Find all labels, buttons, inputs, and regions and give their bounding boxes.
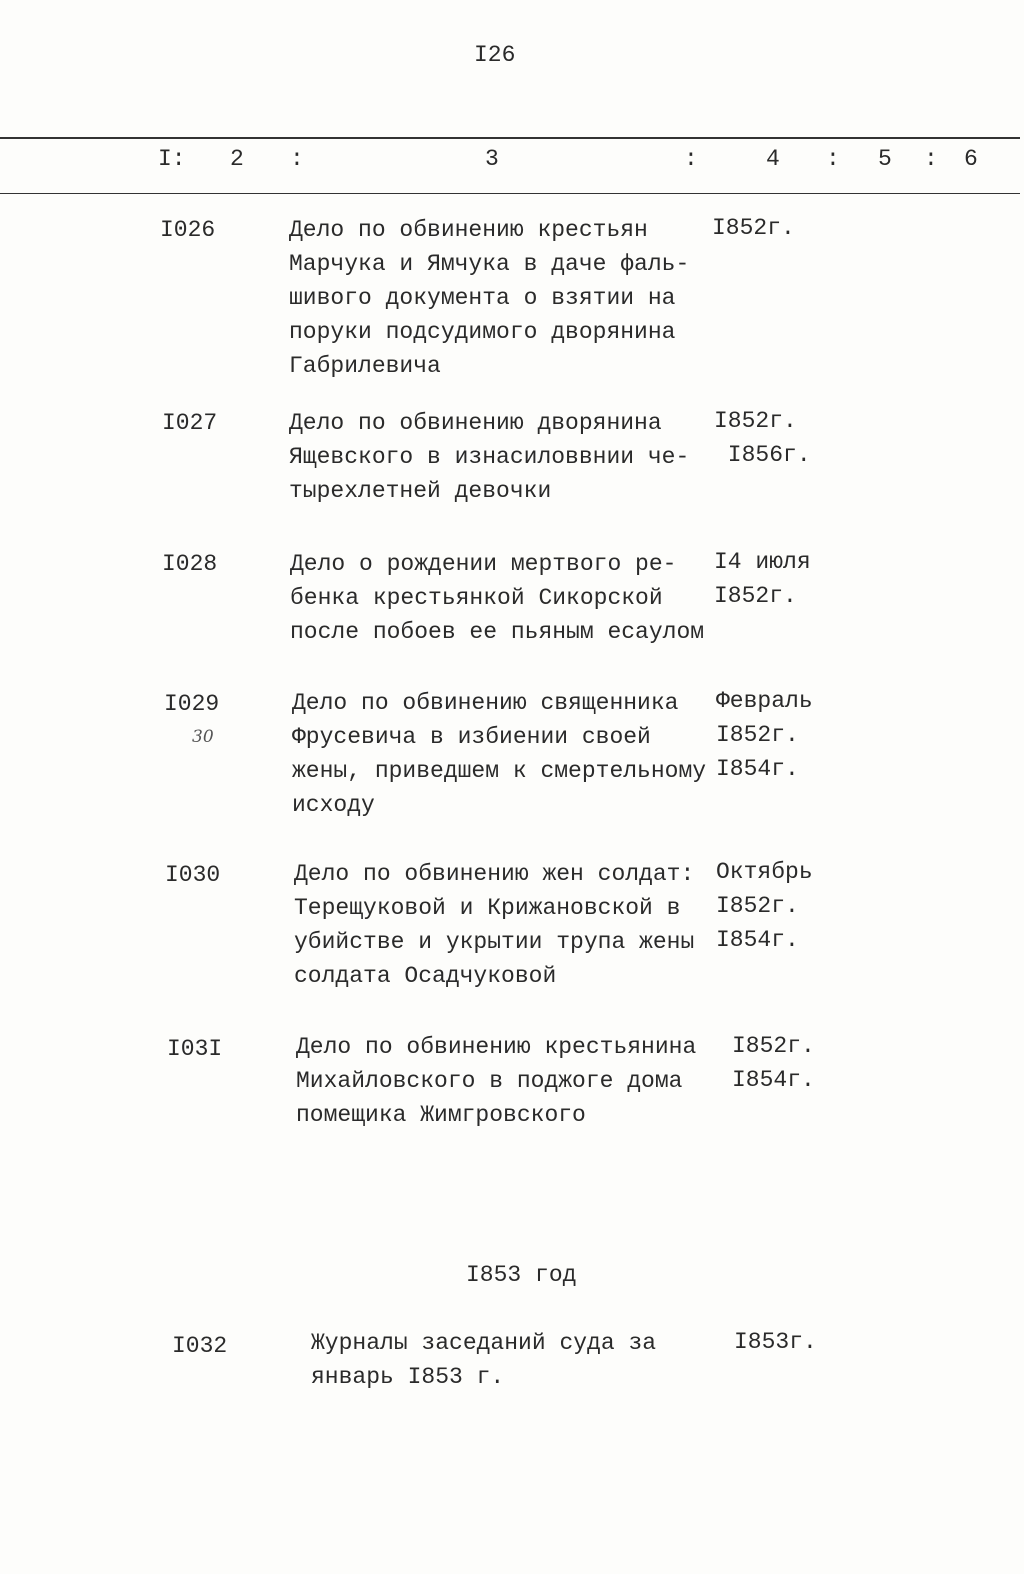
- description-line: помещика Жимгровского: [296, 1102, 586, 1128]
- description-line: Дело о рождении мертвого ре-: [290, 551, 677, 577]
- case-description: [311, 1326, 656, 1394]
- handwritten-note: 30: [192, 727, 214, 747]
- description-line: Фрусевича в избиении своей: [292, 724, 651, 750]
- date-line: Октябрь: [716, 859, 813, 885]
- description-line: тырехлетней девочки: [289, 478, 552, 504]
- date-line: I852г.: [732, 1033, 815, 1059]
- header-top-rule: [0, 137, 1020, 139]
- column-separator: :: [290, 146, 304, 172]
- case-dates: [716, 855, 813, 957]
- column-4: 4: [766, 146, 780, 172]
- case-number: I028: [162, 551, 218, 577]
- date-line: I852г.: [714, 583, 797, 609]
- case-number: I026: [160, 217, 216, 243]
- description-line: бенка крестьянкой Сикорской: [290, 585, 663, 611]
- description-line: Терещуковой и Крижановской в: [294, 895, 681, 921]
- case-dates: [716, 684, 813, 786]
- description-line: Михайловского в поджоге дома: [296, 1068, 683, 1094]
- case-description: [294, 857, 694, 993]
- date-line: I4 июля: [714, 549, 811, 575]
- description-line: Дело по обвинению дворянина: [289, 410, 662, 436]
- description-line: Дело по обвинению жен солдат:: [294, 861, 695, 887]
- description-line: исходу: [292, 792, 375, 818]
- column-3: 3: [485, 146, 499, 172]
- description-line: январь I853 г.: [311, 1364, 505, 1390]
- date-line: I854г.: [716, 927, 799, 953]
- case-dates: [732, 1029, 815, 1097]
- case-number: I03I: [167, 1036, 223, 1062]
- case-number: I030: [165, 862, 221, 888]
- description-line: Дело по обвинению крестьянина: [296, 1034, 697, 1060]
- description-line: Ящевского в изнасиловвнии че-: [289, 444, 690, 470]
- column-separator: :: [924, 146, 938, 172]
- column-separator: :: [684, 146, 698, 172]
- header-bottom-rule: [0, 193, 1020, 194]
- date-line: I854г.: [716, 756, 799, 782]
- page-number: I26: [474, 42, 516, 68]
- column-1: I:: [158, 146, 186, 172]
- date-line: I852г.: [716, 722, 799, 748]
- case-description: [289, 213, 689, 383]
- column-6: 6: [964, 146, 978, 172]
- case-description: [290, 547, 704, 649]
- case-dates: [712, 211, 795, 245]
- description-line: Дело по обвинению священника: [292, 690, 679, 716]
- description-line: поруки подсудимого дворянина: [289, 319, 676, 345]
- case-number: I029: [164, 691, 220, 717]
- description-line: шивого документа о взятии на: [289, 285, 676, 311]
- description-line: Журналы заседаний суда за: [311, 1330, 657, 1356]
- column-2: 2: [230, 146, 244, 172]
- description-line: Дело по обвинению крестьян: [289, 217, 648, 243]
- case-dates: [734, 1325, 817, 1359]
- description-line: убийстве и укрытии трупа жены: [294, 929, 695, 955]
- date-line: I852г.: [714, 408, 797, 434]
- description-line: жены, приведшем к смертельному: [292, 758, 707, 784]
- case-number: I032: [172, 1333, 228, 1359]
- case-description: [296, 1030, 696, 1132]
- section-heading: I853 год: [466, 1262, 577, 1288]
- description-line: Марчука и Ямчука в даче фаль-: [289, 251, 690, 277]
- case-number: I027: [162, 410, 218, 436]
- description-line: солдата Осадчуковой: [294, 963, 557, 989]
- column-separator: :: [826, 146, 840, 172]
- description-line: после побоев ее пьяным есаулом: [290, 619, 705, 645]
- case-description: [289, 406, 689, 508]
- description-line: Габрилевича: [289, 353, 441, 379]
- date-line: Февраль: [716, 688, 813, 714]
- date-line: I854г.: [732, 1067, 815, 1093]
- date-line: I852г.: [716, 893, 799, 919]
- column-5: 5: [878, 146, 892, 172]
- date-line: I856г.: [714, 442, 811, 468]
- case-dates: [714, 404, 811, 472]
- case-dates: [714, 545, 811, 613]
- date-line: I852г.: [712, 215, 795, 241]
- date-line: I853г.: [734, 1329, 817, 1355]
- case-description: [292, 686, 706, 822]
